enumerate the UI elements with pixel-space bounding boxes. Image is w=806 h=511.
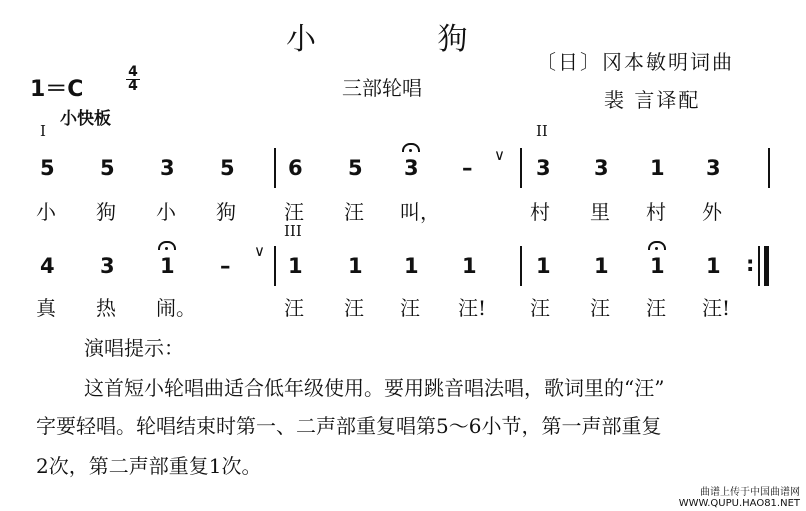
part-marker-2: II bbox=[536, 122, 548, 140]
fermata-icon bbox=[158, 241, 176, 250]
note: 3 bbox=[594, 156, 609, 180]
lyric: 热 bbox=[96, 296, 116, 320]
lyric: 村 bbox=[646, 200, 666, 224]
note: 5 bbox=[40, 156, 55, 180]
lyric: 汪! bbox=[702, 296, 731, 320]
tips-heading: 演唱提示： bbox=[84, 336, 184, 360]
lyric: 汪 bbox=[530, 296, 550, 320]
note: 4 bbox=[40, 254, 55, 278]
time-signature bbox=[126, 66, 140, 93]
lyric: 汪 bbox=[400, 296, 420, 320]
note: 1 bbox=[288, 254, 303, 278]
barline bbox=[274, 148, 276, 188]
lyric: 叫， bbox=[400, 200, 440, 224]
lyric: 汪 bbox=[344, 296, 364, 320]
note-dash: – bbox=[220, 254, 231, 278]
lyric: 闹。 bbox=[156, 296, 196, 320]
song-title: 小 狗 bbox=[286, 22, 524, 57]
note: 5 bbox=[100, 156, 115, 180]
tips-paragraph-line-1: 这首短小轮唱曲适合低年级使用。要用跳音唱法唱，歌词里的“汪” bbox=[84, 376, 665, 400]
performance-form: 三部轮唱 bbox=[342, 76, 422, 100]
lyric: 汪 bbox=[284, 296, 304, 320]
lyric: 汪 bbox=[646, 296, 666, 320]
barline bbox=[768, 148, 770, 188]
note: 1 bbox=[160, 254, 175, 278]
note: 5 bbox=[220, 156, 235, 180]
key-signature: 1＝C bbox=[30, 77, 84, 102]
final-barline-thin bbox=[758, 246, 760, 286]
part-marker-3: III bbox=[284, 222, 302, 240]
watermark-line-2: WWW.QUPU.HAO81.NET bbox=[678, 498, 800, 509]
note: 1 bbox=[348, 254, 363, 278]
barline bbox=[274, 246, 276, 286]
note-dash: – bbox=[462, 156, 473, 180]
site-watermark bbox=[679, 487, 800, 509]
lyric: 里 bbox=[590, 200, 610, 224]
fermata-icon bbox=[648, 241, 666, 250]
breath-mark-icon: ∨ bbox=[494, 146, 505, 164]
lyric: 汪 bbox=[590, 296, 610, 320]
note: 3 bbox=[100, 254, 115, 278]
lyric: 村 bbox=[530, 200, 550, 224]
note: 3 bbox=[160, 156, 175, 180]
note: 1 bbox=[536, 254, 551, 278]
time-signature-bottom: 4 bbox=[126, 79, 140, 93]
lyric: 汪 bbox=[344, 200, 364, 224]
note: 1 bbox=[650, 156, 665, 180]
tips-paragraph-line-2: 字要轻唱。轮唱结束时第一、二声部重复唱第5～6小节，第一声部重复 bbox=[36, 414, 662, 438]
note: 1 bbox=[650, 254, 665, 278]
note: 1 bbox=[706, 254, 721, 278]
note: 3 bbox=[706, 156, 721, 180]
tips-paragraph-line-3: 2次，第二声部重复1次。 bbox=[36, 454, 262, 478]
note: 6 bbox=[288, 156, 303, 180]
time-signature-top: 4 bbox=[128, 64, 138, 80]
final-barline-thick bbox=[764, 246, 769, 286]
note: 1 bbox=[462, 254, 477, 278]
translator-credit: 裴 言译配 bbox=[604, 88, 701, 112]
barline bbox=[520, 246, 522, 286]
lyric: 汪! bbox=[458, 296, 487, 320]
fermata-icon bbox=[402, 143, 420, 152]
lyric: 狗 bbox=[96, 200, 116, 224]
watermark-line-1: 曲谱上传于中国曲谱网 bbox=[700, 487, 800, 498]
note: 3 bbox=[404, 156, 419, 180]
repeat-dots: : bbox=[746, 252, 755, 276]
note: 5 bbox=[348, 156, 363, 180]
lyric: 汪 bbox=[284, 200, 304, 224]
breath-mark-icon: ∨ bbox=[254, 242, 265, 260]
barline bbox=[520, 148, 522, 188]
tempo-marking: 小快板 bbox=[60, 109, 111, 129]
lyric: 狗 bbox=[216, 200, 236, 224]
note: 1 bbox=[404, 254, 419, 278]
composer-credit: 〔日〕冈本敏明词曲 bbox=[536, 50, 734, 74]
note: 1 bbox=[594, 254, 609, 278]
lyric: 小 bbox=[36, 200, 56, 224]
lyric: 小 bbox=[156, 200, 176, 224]
note: 3 bbox=[536, 156, 551, 180]
lyric: 真 bbox=[36, 296, 56, 320]
part-marker-1: I bbox=[40, 122, 46, 140]
lyric: 外 bbox=[702, 200, 722, 224]
